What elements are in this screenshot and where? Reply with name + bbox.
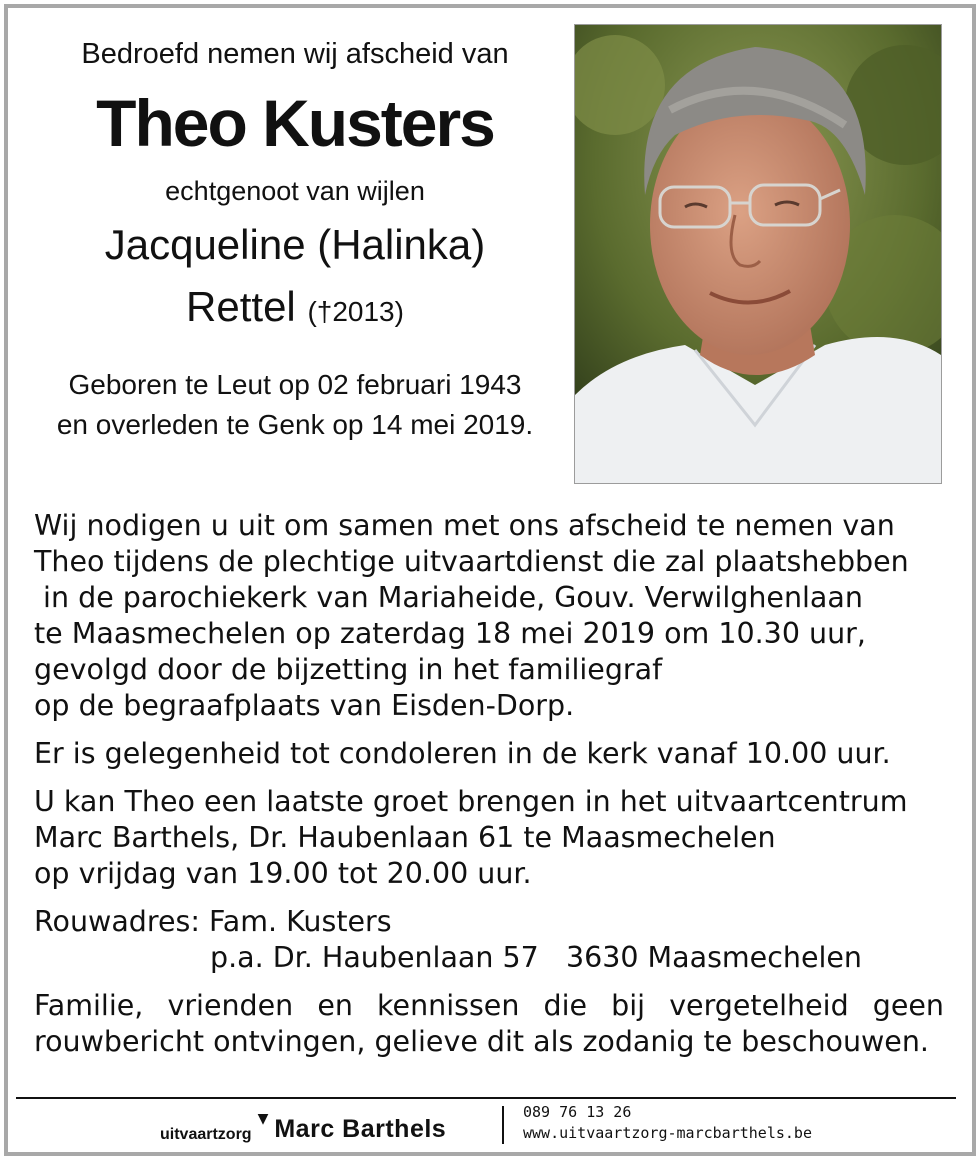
invitation-line: in de parochiekerk van Mariaheide, Gouv. Verwilghenlaan bbox=[34, 581, 863, 614]
closing-paragraph bbox=[34, 988, 944, 1060]
obituary-body bbox=[34, 508, 944, 1060]
address-block bbox=[34, 904, 944, 976]
spouse-death-year: (†2013) bbox=[307, 296, 404, 327]
visit-paragraph bbox=[34, 784, 944, 892]
closing-word: geen bbox=[872, 989, 944, 1022]
closing-word: vrienden bbox=[167, 989, 294, 1022]
portrait-illustration bbox=[575, 25, 941, 483]
spouse-name-line1: Jacqueline (Halinka) bbox=[104, 221, 486, 268]
invitation-line: Theo tijdens de plechtige uitvaartdienst die zal plaatshebben bbox=[34, 545, 909, 578]
closing-word: vergetelheid bbox=[669, 989, 849, 1022]
address-line: p.a. Dr. Haubenlaan 57 3630 Maasmechelen bbox=[210, 941, 862, 974]
visit-line: U kan Theo een laatste groet brengen in het uitvaartcentrum bbox=[34, 785, 908, 818]
brand-name: Marc Barthels bbox=[274, 1115, 447, 1143]
footer-divider bbox=[16, 1097, 956, 1099]
intro-text: Bedroefd nemen wij afscheid van bbox=[81, 38, 509, 70]
brand-arrow-icon: ▼ bbox=[257, 1111, 269, 1127]
address-line: Rouwadres: Fam. Kusters bbox=[34, 905, 392, 938]
invitation-paragraph bbox=[34, 508, 944, 724]
closing-word: bij bbox=[611, 989, 646, 1022]
closing-word: Familie, bbox=[34, 989, 144, 1022]
invitation-line: op de begraafplaats van Eisden-Dorp. bbox=[34, 689, 575, 722]
closing-line-2: rouwbericht ontvingen, gelieve dit als zodanig te beschouwen. bbox=[34, 1025, 929, 1058]
birth-line: Geboren te Leut op 02 februari 1943 bbox=[68, 369, 522, 400]
portrait-photo bbox=[574, 24, 942, 484]
invitation-line: Wij nodigen u uit om samen met ons afscheid te nemen van bbox=[34, 509, 895, 542]
brand-prefix: uitvaartzorg bbox=[160, 1126, 252, 1143]
visit-line: Marc Barthels, Dr. Haubenlaan 61 te Maasmechelen bbox=[34, 821, 776, 854]
spouse-surname: Rettel bbox=[186, 283, 296, 330]
funeral-home-brand bbox=[160, 1111, 447, 1144]
closing-word: kennissen bbox=[377, 989, 520, 1022]
website-link[interactable]: www.uitvaartzorg-marcbarthels.be bbox=[523, 1124, 812, 1142]
spouse-name-line2 bbox=[30, 276, 560, 343]
deceased-name: Theo Kusters bbox=[96, 86, 494, 160]
closing-word: die bbox=[543, 989, 588, 1022]
closing-word: en bbox=[317, 989, 353, 1022]
phone-number: 089 76 13 26 bbox=[523, 1103, 632, 1121]
funeral-home-contact bbox=[523, 1102, 812, 1144]
visit-line: op vrijdag van 19.00 tot 20.00 uur. bbox=[34, 857, 532, 890]
obituary-header bbox=[30, 30, 560, 445]
spouse-label: echtgenoot van wijlen bbox=[165, 176, 425, 206]
footer-separator bbox=[502, 1106, 504, 1144]
invitation-line: te Maasmechelen op zaterdag 18 mei 2019 om 10.30 uur, bbox=[34, 617, 866, 650]
closing-line-1 bbox=[34, 988, 944, 1024]
condolence-paragraph: Er is gelegenheid tot condoleren in de kerk vanaf 10.00 uur. bbox=[34, 737, 891, 770]
invitation-line: gevolgd door de bijzetting in het familiegraf bbox=[34, 653, 663, 686]
death-line: en overleden te Genk op 14 mei 2019. bbox=[56, 409, 534, 440]
life-dates bbox=[30, 365, 560, 445]
